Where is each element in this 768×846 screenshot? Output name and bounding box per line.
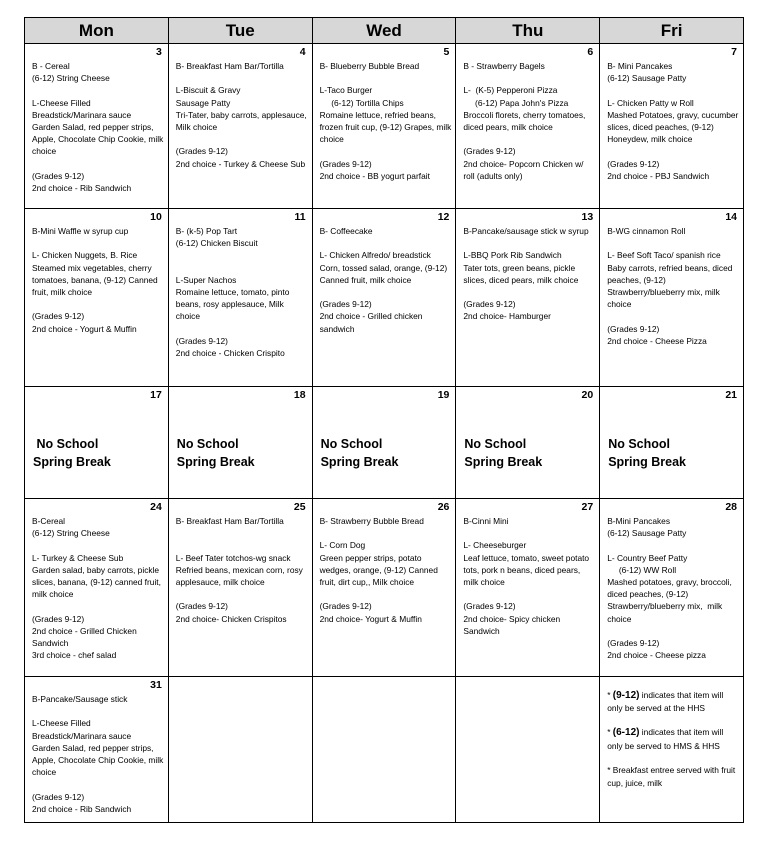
day-number: 27 [581, 501, 594, 513]
day-number: 21 [725, 389, 737, 401]
legend-notes [600, 677, 743, 789]
day-number: 13 [581, 211, 594, 223]
no-school-text: No School Spring Break [608, 437, 686, 469]
note-breakfast [607, 764, 737, 789]
menu-text: B - Cereal (6-12) String Cheese L-Cheese Filled Breadstick/Marinara sauce Garden Salad, red pepper strips, Apple, Chocolate Chip Cookie, milk choice (Grades 9-12) 2nd choice - Rib Sandwich [32, 61, 164, 194]
day-cell-28 [600, 499, 744, 677]
notes-cell [600, 677, 744, 823]
day-cell-24 [25, 499, 169, 677]
day-number: 7 [731, 46, 737, 58]
no-school-text: No School Spring Break [176, 437, 255, 469]
note-text: indicates that item will only be served to HMS & HHS [607, 727, 724, 751]
day-cell-17 [25, 387, 169, 499]
day-cell-7 [600, 44, 744, 209]
day-cell-31 [25, 677, 169, 823]
day-number: 10 [150, 211, 162, 223]
header-fri: Fri [600, 18, 744, 44]
day-cell-6 [456, 44, 600, 209]
note-text: Breakfast entree served with fruit cup, juice, milk [607, 764, 736, 789]
day-number: 20 [581, 389, 594, 401]
day-number: 11 [294, 211, 306, 223]
day-number: 3 [155, 46, 162, 58]
note-9-12 [607, 689, 737, 714]
header-wed: Wed [312, 18, 456, 44]
menu-text: B-WG cinnamon Roll L- Beef Soft Taco/ spanish rice Baby carrots, refried beans, diced peaches, (9-12) Strawberry/blueberry mix, milk choice (Grades 9-12) 2nd choice - Cheese Pizza [607, 226, 733, 346]
day-cell-11 [168, 209, 312, 387]
week-row [25, 677, 744, 823]
note-star: * [607, 690, 613, 700]
menu-text: B- Mini Pancakes (6-12) Sausage Patty L- Chicken Patty w Roll Mashed Potatoes, gravy, cucumber slices, diced peaches, (9-12) Honeydew, milk choice (Grades 9-12) 2nd choice - PBJ Sandwich [607, 61, 739, 181]
day-cell-14 [600, 209, 744, 387]
day-number: 4 [299, 46, 306, 58]
day-cell-25 [168, 499, 312, 677]
day-number: 26 [437, 501, 450, 513]
day-cell-13 [456, 209, 600, 387]
day-cell-10 [25, 209, 169, 387]
week-row [25, 499, 744, 677]
day-cell-4 [168, 44, 312, 209]
day-number: 18 [293, 389, 306, 401]
header-tue: Tue [168, 18, 312, 44]
menu-text: B- Strawberry Bubble Bread L- Corn Dog Green pepper strips, potato wedges, orange, (9-12) Canned fruit, dirt cup,, Milk choice (Grades 9-12) 2nd choice- Yogurt & Muffin [319, 516, 438, 624]
day-number: 19 [437, 389, 450, 401]
menu-text: B-Mini Pancakes (6-12) Sausage Patty L- Country Beef Patty (6-12) WW Roll Mashed potatoes, gravy, broccoli, diced peaches, (9-12) Strawberry/blueberry mix, milk choice (Grades 9-12) 2nd choice - Cheese pizza [607, 516, 732, 661]
day-number: 14 [725, 211, 737, 223]
menu-text: B-Pancake/Sausage stick L-Cheese Filled Breadstick/Marinara sauce Garden Salad, red pepper strips, Apple, Chocolate Chip Cookie, milk choice (Grades 9-12) 2nd choice - Rib Sandwich [32, 694, 164, 814]
note-grade: (6-12) [612, 727, 640, 739]
day-cell-19 [312, 387, 456, 499]
week-row [25, 209, 744, 387]
note-text: indicates that item will only be served at the HHS [607, 690, 724, 714]
note-star: * [607, 727, 613, 738]
day-number: 6 [587, 46, 594, 58]
day-cell-18 [168, 387, 312, 499]
day-cell-3 [25, 44, 169, 209]
header-mon: Mon [25, 18, 169, 44]
header-thu: Thu [456, 18, 600, 44]
day-number: 12 [437, 211, 450, 223]
menu-text: B-Mini Waffle w syrup cup L- Chicken Nuggets, B. Rice Steamed mix vegetables, cherry tomatoes, banana, (9-12) Canned fruit, milk choice (Grades 9-12) 2nd choice - Yogurt & Muffin [32, 226, 158, 334]
menu-text: B- Breakfast Ham Bar/Tortilla L-Biscuit & Gravy Sausage Patty Tri-Tater, baby carrots, applesauce, Milk choice (Grades 9-12) 2nd choice - Turkey & Cheese Sub [175, 61, 307, 169]
day-cell-21 [600, 387, 744, 499]
day-cell-26 [312, 499, 456, 677]
note-grade: (9-12) [612, 690, 640, 701]
menu-text: B- Blueberry Bubble Bread L-Taco Burger (6-12) Tortilla Chips Romaine lettuce, refried beans, frozen fruit cup, (9-12) Grapes, milk choice (Grades 9-12) 2nd choice - BB yogurt parfait [319, 61, 452, 181]
note-star: * [607, 764, 613, 775]
day-cell-20 [456, 387, 600, 499]
menu-text: B- (k-5) Pop Tart (6-12) Chicken Biscuit L-Super Nachos Romaine lettuce, tomato, pinto beans, rosy applesauce, Milk choice (Grades 9-12) 2nd choice - Chicken Crispito [175, 226, 290, 359]
week-row [25, 44, 744, 209]
day-cell-5 [312, 44, 456, 209]
no-school-text: No School Spring Break [33, 437, 111, 469]
week-row [25, 387, 744, 499]
empty-cell [312, 677, 456, 823]
no-school-text: No School Spring Break [320, 437, 399, 469]
menu-text: B-Cereal (6-12) String Cheese L- Turkey & Cheese Sub Garden salad, baby carrots, pickle slices, banana, (9-12) canned fruit, milk choice (Grades 9-12) 2nd choice - Grilled Chicken Sandwich 3rd choice - chef salad [32, 516, 161, 661]
menu-text: B-Pancake/sausage stick w syrup L-BBQ Pork Rib Sandwich Tater tots, green beans, pickle slices, diced pears, milk choice (Grades 9-12) 2nd choice- Hamburger [463, 226, 589, 322]
day-cell-27 [456, 499, 600, 677]
menu-text: B-Cinni Mini L- Cheeseburger Leaf lettuce, tomato, sweet potato tots, pork n beans, diced pears, milk choice (Grades 9-12) 2nd choice- Spicy chicken Sandwich [463, 516, 590, 636]
menu-text: B - Strawberry Bagels L- (K-5) Pepperoni Pizza (6-12) Papa John's Pizza Broccoli florets, cherry tomatoes, diced pears, milk choice (Grades 9-12) 2nd choice- Popcorn Chicken w/ roll (adults only) [463, 61, 586, 181]
day-cell-12 [312, 209, 456, 387]
day-number: 25 [293, 501, 306, 513]
weekday-header-row [25, 18, 744, 44]
day-number: 17 [150, 389, 162, 401]
note-6-12 [607, 726, 737, 751]
day-number: 24 [150, 501, 162, 513]
empty-cell [456, 677, 600, 823]
lunch-calendar [24, 17, 744, 823]
empty-cell [168, 677, 312, 823]
day-number: 31 [150, 679, 162, 691]
no-school-text: No School Spring Break [464, 437, 543, 469]
menu-text: B- Breakfast Ham Bar/Tortilla L- Beef Tater totchos-wg snack Refried beans, mexican corn, rosy applesauce, milk choice (Grades 9-12) 2nd choice- Chicken Crispitos [175, 516, 303, 624]
day-number: 5 [443, 46, 450, 58]
menu-text: B- Coffeecake L- Chicken Alfredo/ breadstick Corn, tossed salad, orange, (9-12) Canned fruit, milk choice (Grades 9-12) 2nd choice - Grilled chicken sandwich [319, 226, 448, 334]
day-number: 28 [725, 501, 737, 513]
